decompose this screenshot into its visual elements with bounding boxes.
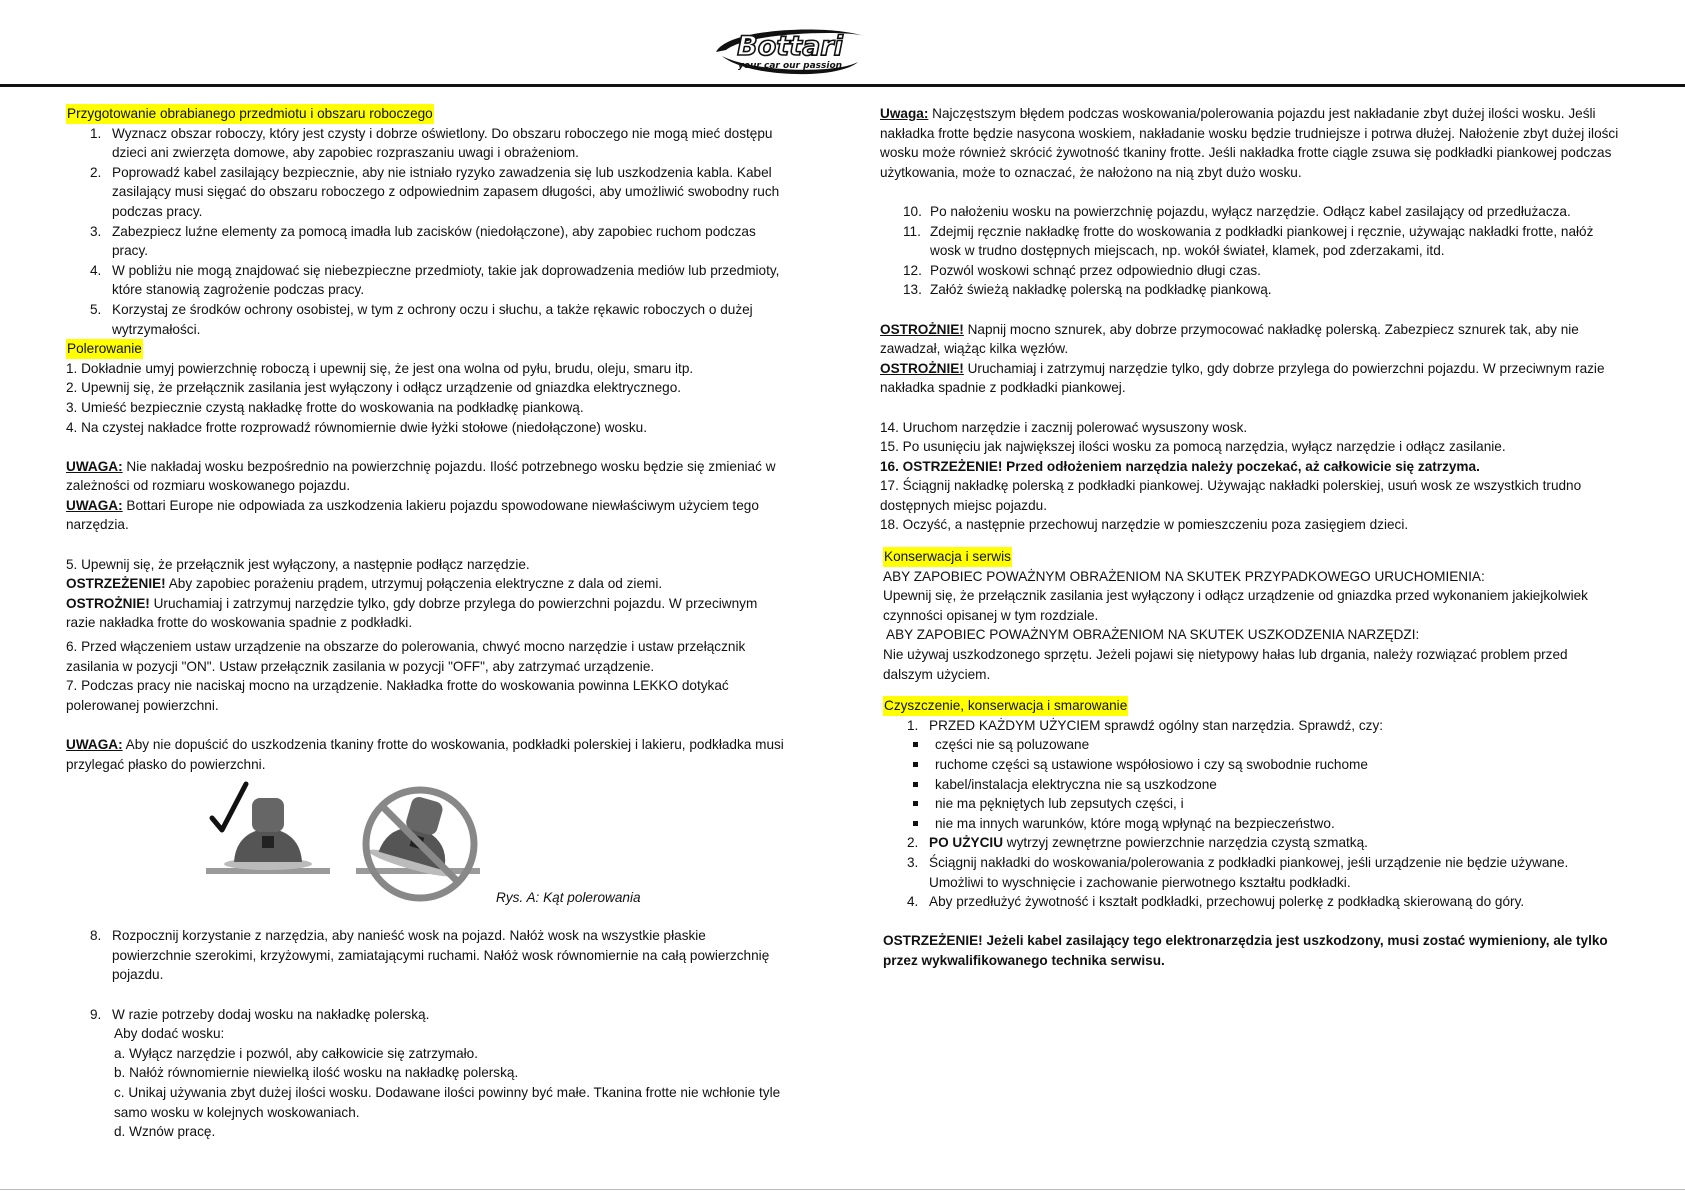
polishing-step: 1. Dokładnie umyj powierzchnię roboczą i upewnij się, że jest ona wolna od pyłu, brudu, oleju, smaru itp.	[66, 360, 694, 376]
footer-divider	[0, 1189, 1685, 1190]
check-bullets	[883, 735, 1620, 833]
section-title-maintenance: Konserwacja i serwis	[883, 547, 1620, 567]
note-paragraph: UWAGA: Aby nie dopuścić do uszkodzenia tkaniny frotte do woskowania, podkładki polerskiej i lakieru, podkładka musi przylegać płasko do powierzchni.	[66, 737, 784, 772]
polishing-step: 3. Umieść bezpiecznie czystą nakładkę frotte do woskowania na podkładkę piankową.	[66, 399, 584, 415]
caution-paragraph: OSTROŻNIE! Uruchamiaj i zatrzymuj narzędzie tylko, gdy dobrze przylega do powierzchni pojazdu. W przeciwnym razie nakładka spadnie z podkładki piankowej.	[880, 360, 1605, 396]
maintenance-line: Nie używaj uszkodzonego sprzętu. Jeżeli pojawi się nietypowy hałas lub drgania, należy rozwiązać problem przed dalszym użyciem.	[883, 647, 1568, 682]
polishing-step: 15. Po usunięciu jak największej ilości wosku za pomocą narzędzia, wyłącz narzędzie i odłącz zasilanie.	[880, 439, 1506, 455]
list-item: 2. Poprowadź kabel zasilający bezpiecznie, aby nie istniało ryzyko zawadzenia się lub uszkodzenia kabla. Kabel zasilający musi sięgać do obszaru roboczego z odpowiednim zapasem długości, aby umożliwić swobodny ruch podczas pracy.	[90, 164, 780, 219]
substep: b. Nałóż równomiernie niewielką ilość wosku na nakładkę polerską.	[114, 1065, 519, 1081]
section-title-cleaning: Czyszczenie, konserwacja i smarowanie	[883, 696, 1620, 716]
list-item: 1. Wyznacz obszar roboczy, który jest czysty i dobrze oświetlony. Do obszaru roboczego nie mogą mieć dostępu dzieci ani zwierzęta domowe, aby zapobiec rozpraszaniu uwagi i obrażeniom.	[90, 125, 773, 161]
substep: d. Wznów pracę.	[114, 1124, 216, 1140]
bottari-logo	[708, 22, 868, 82]
polishing-angle-illustration	[206, 778, 506, 918]
list-item: 12. Pozwól woskowi schnąć przez odpowiednio długi czas.	[903, 262, 1261, 278]
list-item: 4. W pobliżu nie mogą znajdować się niebezpieczne przedmioty, takie jak doprowadzenia mediów lub przedmioty, które stanowią zagrożenie podczas pracy.	[90, 262, 780, 298]
polishing-step: 14. Uruchom narzędzie i zacznij polerować wysuszony wosk.	[880, 419, 1248, 435]
list-item: 1. PRZED KAŻDYM UŻYCIEM sprawdź ogólny stan narzędzia. Sprawdź, czy:	[907, 717, 1384, 733]
polishing-step: 7. Podczas pracy nie naciskaj mocno na urządzenie. Nakładka frotte do woskowania powinna LEKKO dotykać polerowanej powierzchni.	[66, 678, 729, 713]
checkmark-icon	[212, 784, 246, 830]
substep: c. Unikaj używania zbyt dużej ilości wosku. Dodawane ilości powinny być małe. Tkanina frotte nie wchłonie tyle samo wosku w kolejnych woskowaniach.	[114, 1084, 781, 1120]
list-item: 10. Po nałożeniu wosku na powierzchnię pojazdu, wyłącz narzędzie. Odłącz kabel zasilający od przedłużacza.	[903, 203, 1571, 219]
list-item: 3. Ściągnij nakładki do woskowania/polerowania z podkładki piankowej, jeśli urządzenie nie będzie używane. Umożliwi to wyschnięcie i zachowanie pierwotnego kształtu podkładki.	[907, 854, 1569, 890]
note-paragraph: UWAGA: Nie nakładaj wosku bezpośrednio na powierzchnię pojazdu. Ilość potrzebnego wosku będzie się zmieniać w zależności od rozmiaru woskowanego pojazdu.	[66, 458, 776, 494]
final-warning: OSTRZEŻENIE! Jeżeli kabel zasilający tego elektronarzędzia jest uszkodzony, musi zostać wymieniony, ale tylko przez wykwalifikowanego technika serwisu.	[883, 933, 1608, 968]
polishing-step: 4. Na czystej nakładce frotte rozprowadź równomiernie dwie łyżki stołowe (niedołączone) wosku.	[66, 419, 648, 435]
application-list	[66, 926, 786, 985]
steps-10-13	[880, 202, 1620, 300]
polishing-step: 5. Upewnij się, że przełącznik jest wyłączony, a następnie podłącz narzędzie.	[66, 556, 530, 572]
list-item: 11. Zdejmij ręcznie nakładkę frotte do woskowania z podkładki piankowej i ręcznie, używając nakładki frotte, nałóż wosk w trudno dostępnych miejscach, np. wokół świateł, klamek, pod zderzakami, itd.	[903, 223, 1594, 259]
svg-text:Bottari: Bottari	[737, 31, 843, 62]
caution-paragraph: OSTROŻNIE! Uruchamiaj i zatrzymuj narzędzie tylko, gdy dobrze przylega do powierzchni pojazdu. W przeciwnym razie nakładka frotte do woskowania spadnie z podkładki.	[66, 595, 758, 631]
header-divider	[0, 84, 1685, 87]
maintenance-line: ABY ZAPOBIEC POWAŻNYM OBRAŻENIOM NA SKUTEK PRZYPADKOWEGO URUCHOMIENIA:	[883, 568, 1485, 584]
list-item: 5. Korzystaj ze środków ochrony osobistej, w tym z ochrony oczu i słuchu, a także rękawic roboczych o dużej wytrzymałości.	[90, 301, 753, 337]
substep: Aby dodać wosku:	[114, 1026, 225, 1042]
substep: a. Wyłącz narzędzie i pozwól, aby całkowicie się zatrzymało.	[114, 1045, 479, 1061]
list-item: kabel/instalacja elektryczna nie są uszkodzone	[935, 775, 1620, 795]
polishing-angle-figure	[66, 778, 786, 918]
list-item: 13. Załóż świeżą nakładkę polerską na podkładkę piankową.	[903, 282, 1272, 298]
list-item: nie ma pękniętych lub zepsutych części, i	[935, 794, 1620, 814]
note-paragraph: Uwaga: Najczęstszym błędem podczas woskowania/polerowania pojazdu jest nakładanie zbyt dużej ilości wosku. Jeśli nakładka frotte będzie nasycona woskiem, nakładanie wosku będzie trudniejsze i potrwa dłużej. Nałożenie zbyt dużej ilości wosku może również skrócić żywotność tkaniny frotte. Jeśli nakładka frotte ciągle zsuwa się podkładki piankowej podczas użytkowania, może to oznaczać, że nałożono na nią zbyt dużo wosku.	[880, 106, 1619, 180]
list-item: 4. Aby przedłużyć żywotność i kształt podkładki, przechowuj polerkę z podkładką skierowaną do góry.	[907, 894, 1525, 910]
add-wax-substeps	[66, 1024, 786, 1142]
list-item: 3. Zabezpiecz luźne elementy za pomocą imadła lub zacisków (niedołączone), aby zapobiec ruchom podczas pracy.	[90, 223, 756, 259]
page-header	[0, 0, 1685, 88]
polishing-step: 18. Oczyść, a następnie przechowuj narzędzie w pomieszczeniu poza zasięgiem dzieci.	[880, 517, 1409, 533]
section-title-polishing: Polerowanie	[66, 339, 786, 359]
caution-paragraph: OSTROŻNIE! Napnij mocno sznurek, aby dobrze przymocować nakładkę polerską. Zabezpiecz sznurek tak, aby nie zawadzał, wiążąc kilka węzłów.	[880, 321, 1579, 357]
preparation-list	[66, 124, 786, 340]
maintenance-section	[880, 547, 1620, 970]
warning-paragraph: OSTRZEŻENIE! Aby zapobiec porażeniu prądem, utrzymuj połączenia elektryczne z dala od ziemi.	[66, 576, 663, 592]
polishing-step: 17. Ściągnij nakładkę polerską z podkładki piankowej. Używając nakładki polerskiej, usuń wosk ze wszystkich trudno dostępnych miejsc pojazdu.	[880, 478, 1582, 513]
polishing-step: 2. Upewnij się, że przełącznik zasilania jest wyłączony i odłącz urządzenie od gniazdka elektrycznego.	[66, 380, 682, 396]
prohibition-icon	[356, 788, 480, 899]
warning-step: 16. OSTRZEŻENIE! Przed odłożeniem narzędzia należy poczekać, aż całkowicie się zatrzyma.	[880, 458, 1480, 474]
list-item: nie ma innych warunków, które mogą wpłynąć na bezpieczeństwo.	[935, 814, 1620, 834]
svg-text:your car our passion: your car our passion	[737, 61, 843, 71]
list-item: części nie są poluzowane	[935, 735, 1620, 755]
note-paragraph: UWAGA: Bottari Europe nie odpowiada za uszkodzenia lakieru pojazdu spowodowane niewłaściwym użyciem tego narzędzia.	[66, 497, 759, 533]
polishing-step: 6. Przed włączeniem ustaw urządzenie na obszarze do polerowania, chwyć mocno narzędzie i ustaw przełącznik zasilania w pozycji "ON". Ustaw przełącznik zasilania w pozycji "OFF", aby zatrzymać urządzenie.	[66, 639, 746, 674]
section-title-preparation: Przygotowanie obrabianego przedmiotu i obszaru roboczego	[66, 104, 786, 124]
list-item: 8. Rozpocznij korzystanie z narzędzia, aby nanieść wosk na pojazd. Nałóż wosk na wszystkie płaskie powierzchnie szerokimi, krzyżowymi, zamiatającymi ruchami. Nałóż wosk równomiernie na całą powierzchnię pojazdu.	[90, 928, 770, 983]
right-column	[880, 104, 1620, 971]
list-item: 2. PO UŻYCIU wytrzyj zewnętrzne powierzchnie narzędzia czystą szmatką.	[907, 835, 1368, 851]
list-item: 9. W razie potrzeby dodaj wosku na nakładkę polerską.	[90, 1006, 430, 1022]
list-item: ruchome części są ustawione współosiowo i czy są swobodnie ruchome	[935, 755, 1620, 775]
maintenance-line: ABY ZAPOBIEC POWAŻNYM OBRAŻENIOM NA SKUTEK USZKODZENIA NARZĘDZI:	[886, 627, 1420, 643]
cleaning-list	[883, 716, 1620, 736]
figure-caption: Rys. A: Kąt polerowania	[496, 890, 641, 906]
left-column	[66, 104, 786, 1142]
maintenance-line: Upewnij się, że przełącznik zasilania jest wyłączony i odłącz urządzenie od gniazdka przed wykonaniem jakiejkolwiek czynności opisanej w tym rozdziale.	[883, 588, 1588, 623]
cleaning-list-cont	[883, 833, 1620, 911]
add-wax-list	[66, 1005, 786, 1025]
